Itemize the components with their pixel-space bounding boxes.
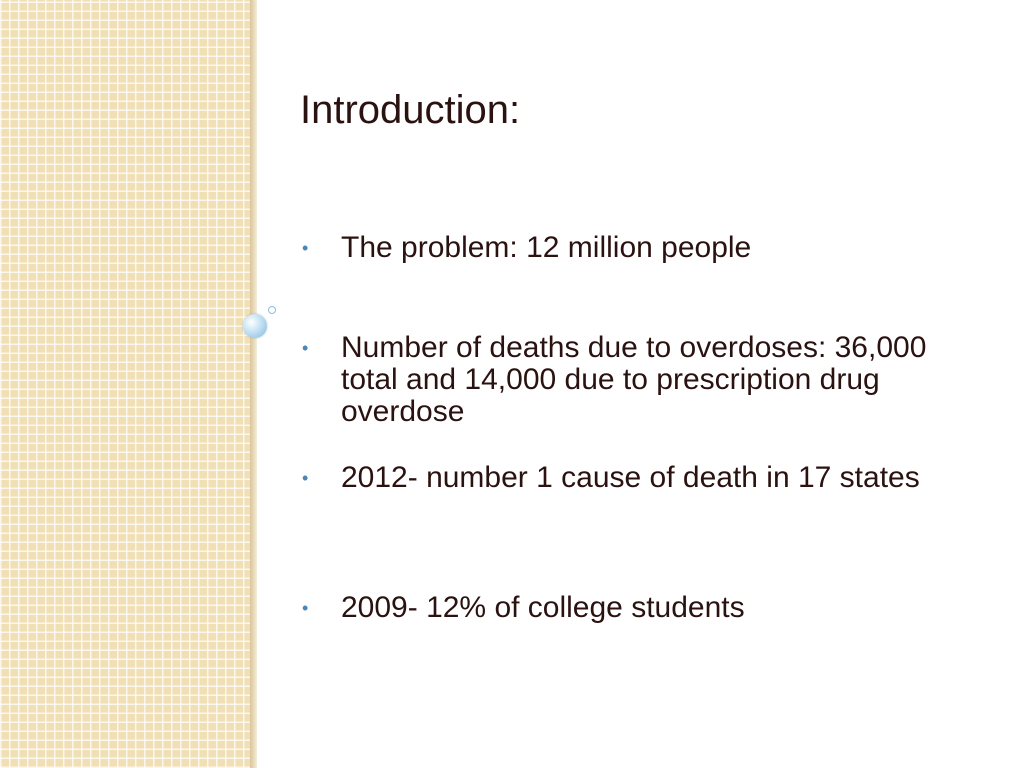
bullet-text: Number of deaths due to overdoses: 36,000 total and 14,000 due to prescription drug overdose	[341, 331, 927, 428]
bullet-dot-icon: •	[302, 238, 309, 258]
bubble-small-icon	[268, 306, 276, 314]
bullet-item	[300, 462, 920, 494]
bullet-dot-icon: •	[302, 468, 309, 488]
bullet-text: 2012- number 1 cause of death in 17 states	[341, 461, 920, 494]
bullet-item	[300, 332, 980, 428]
decorative-side-panel	[0, 0, 250, 768]
bullet-text: The problem: 12 million people	[341, 231, 752, 264]
bubble-large-icon	[243, 314, 267, 338]
bullet-dot-icon: •	[302, 598, 309, 618]
bullet-item	[300, 232, 751, 264]
side-panel-edge	[250, 0, 257, 768]
bullet-dot-icon: •	[302, 338, 309, 358]
bullet-text: 2009- 12% of college students	[341, 591, 745, 624]
slide-title: Introduction:	[300, 88, 521, 132]
bullet-item	[300, 592, 745, 624]
